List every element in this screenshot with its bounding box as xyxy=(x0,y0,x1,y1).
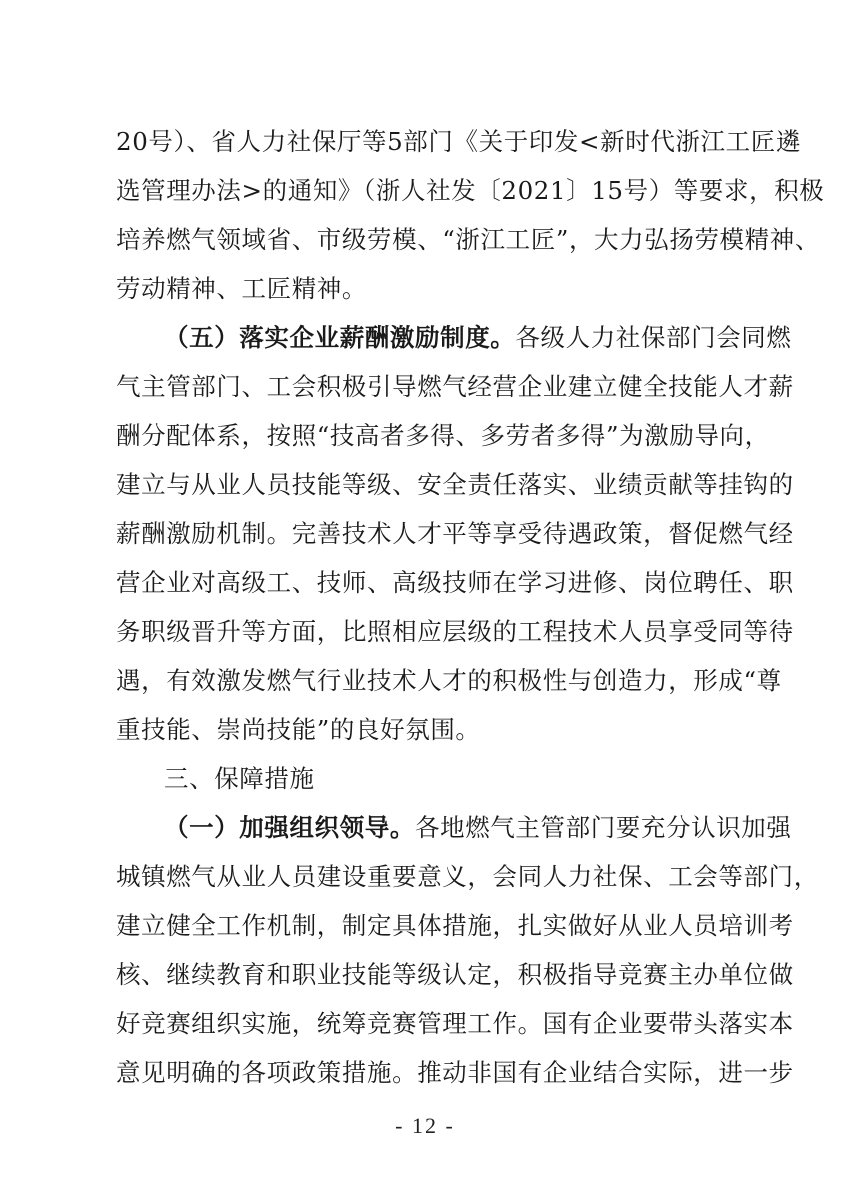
text-line: 各地燃气主管部门要充分认识加强 xyxy=(415,813,792,842)
text-line: 核、继续教育和职业技能等级认定，积极指导竞赛主办单位做 xyxy=(116,960,794,989)
text-line: 各级人力社保部门会同燃 xyxy=(515,323,792,352)
text-line: 20号）、省人力社保厅等5部门《关于印发<新时代浙江工匠遴 xyxy=(116,127,801,156)
text-line: 薪酬激励机制。完善技术人才平等享受待遇政策，督促燃气经 xyxy=(116,519,794,548)
text-line: 意见明确的各项政策措施。推动非国有企业结合实际，进一步 xyxy=(116,1058,794,1087)
text-line: 务职级晋升等方面，比照相应层级的工程技术人员享受同等待 xyxy=(116,617,794,646)
text-line: 气主管部门、工会积极引导燃气经营企业建立健全技能人才薪 xyxy=(116,372,794,401)
text-line: 遇，有效激发燃气行业技术人才的积极性与创造力，形成“尊 xyxy=(116,666,782,695)
subsection-title: （一）加强组织领导。 xyxy=(164,813,415,842)
text-line: 好竞赛组织实施，统筹竞赛管理工作。国有企业要带头落实本 xyxy=(116,1009,794,1038)
section-title: （五）落实企业薪酬激励制度。 xyxy=(164,323,516,352)
paragraph-first-line xyxy=(164,806,792,850)
text-line: 建立与从业人员技能等级、安全责任落实、业绩贡献等挂钩的 xyxy=(116,470,794,499)
text-line: 选管理办法>的通知》（浙人社发〔2021〕15号）等要求，积极 xyxy=(116,176,825,205)
page-number: - 12 - xyxy=(395,1113,455,1138)
section-heading: 三、保障措施 xyxy=(164,764,315,793)
text-line: 酬分配体系，按照“技高者多得、多劳者多得”为激励导向， xyxy=(116,421,770,450)
text-line: 培养燃气领域省、市级劳模、“浙江工匠”，大力弘扬劳模精神、 xyxy=(116,225,820,254)
text-line: 重技能、崇尚技能”的良好氛围。 xyxy=(116,715,481,744)
text-line: 建立健全工作机制，制定具体措施，扎实做好从业人员培训考 xyxy=(116,911,794,940)
text-line: 城镇燃气从业人员建设重要意义，会同人力社保、工会等部门， xyxy=(116,862,819,891)
text-line: 营企业对高级工、技师、高级技师在学习进修、岗位聘任、职 xyxy=(116,568,794,597)
text-line: 劳动精神、工匠精神。 xyxy=(116,274,367,303)
paragraph-first-line xyxy=(164,316,792,360)
